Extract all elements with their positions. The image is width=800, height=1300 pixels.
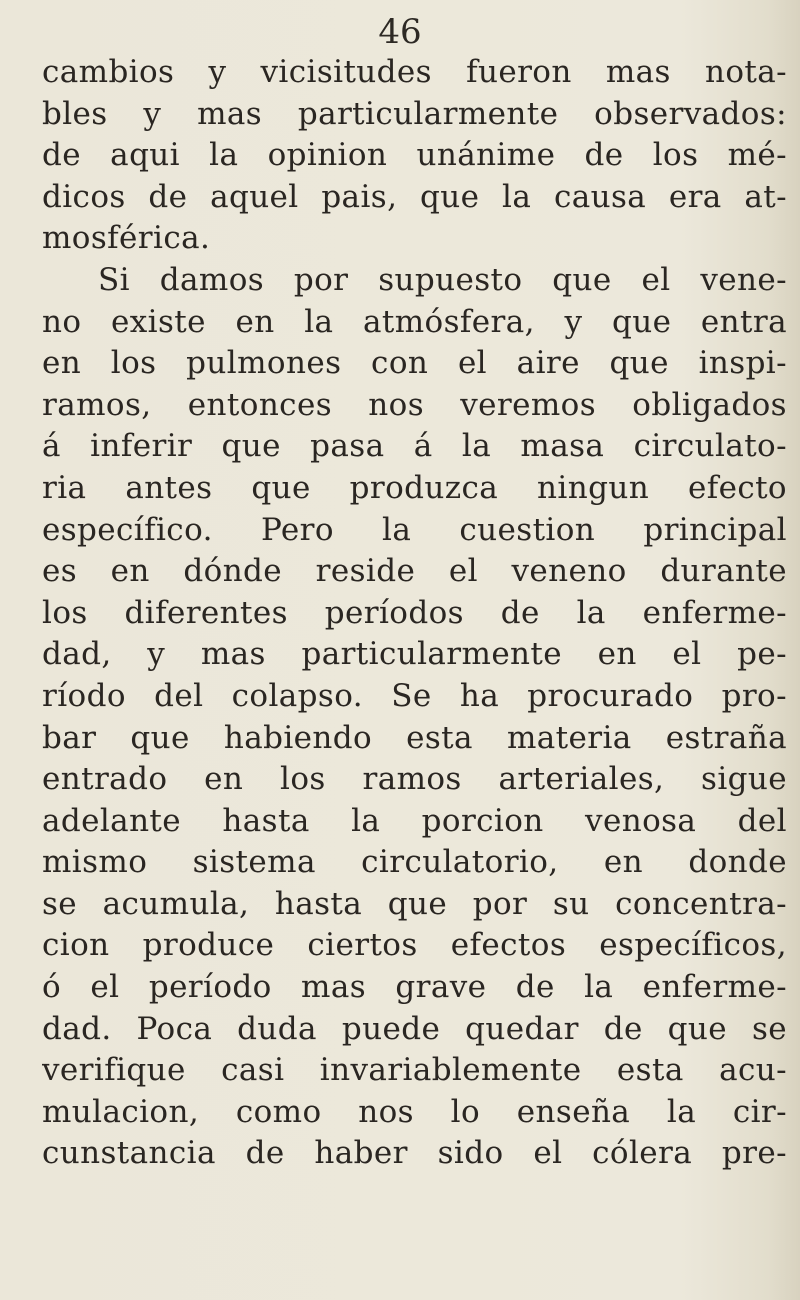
text-line: Si damos por supuesto que el vene-: [98, 261, 787, 298]
page-number: 46: [378, 12, 422, 52]
text-line: ria antes que produzca ningun efecto: [42, 469, 787, 506]
text-line: á inferir que pasa á la masa circulato-: [42, 428, 787, 465]
text-line: cunstancia de haber sido el cólera pre-: [42, 1135, 787, 1172]
text-line: en los pulmones con el aire que inspi-: [42, 345, 787, 382]
text-line: ó el período mas grave de la enferme-: [42, 969, 787, 1006]
text-line: mulacion, como nos lo enseña la cir-: [42, 1093, 787, 1130]
text-line: de aqui la opinion unánime de los mé-: [42, 137, 787, 174]
body-text: [42, 52, 787, 1175]
text-line: ramos, entonces nos veremos obligados: [42, 386, 787, 423]
text-line: cion produce ciertos efectos específicos,: [42, 927, 787, 964]
text-line: ríodo del colapso. Se ha procurado pro-: [42, 677, 787, 714]
text-line: específico. Pero la cuestion principal: [42, 511, 787, 548]
text-line: bles y mas particularmente observados:: [42, 95, 787, 132]
text-line: dicos de aquel pais, que la causa era at-: [42, 178, 787, 215]
text-line: adelante hasta la porcion venosa del: [42, 802, 787, 839]
text-line: bar que habiendo esta materia estraña: [42, 719, 787, 756]
text-line: se acumula, hasta que por su concentra-: [42, 885, 787, 922]
text-line: es en dónde reside el veneno durante: [42, 553, 787, 590]
text-line: verifique casi invariablemente esta acu-: [42, 1052, 787, 1089]
text-line: dad. Poca duda puede quedar de que se: [42, 1010, 787, 1047]
text-line: no existe en la atmósfera, y que entra: [42, 303, 787, 340]
text-line: dad, y mas particularmente en el pe-: [42, 636, 787, 673]
text-line: mosférica.: [42, 220, 211, 257]
text-line: los diferentes períodos de la enferme-: [42, 594, 787, 631]
text-line: cambios y vicisitudes fueron mas nota-: [42, 54, 787, 90]
text-line: mismo sistema circulatorio, en donde: [42, 844, 787, 881]
text-line: entrado en los ramos arteriales, sigue: [42, 761, 787, 798]
